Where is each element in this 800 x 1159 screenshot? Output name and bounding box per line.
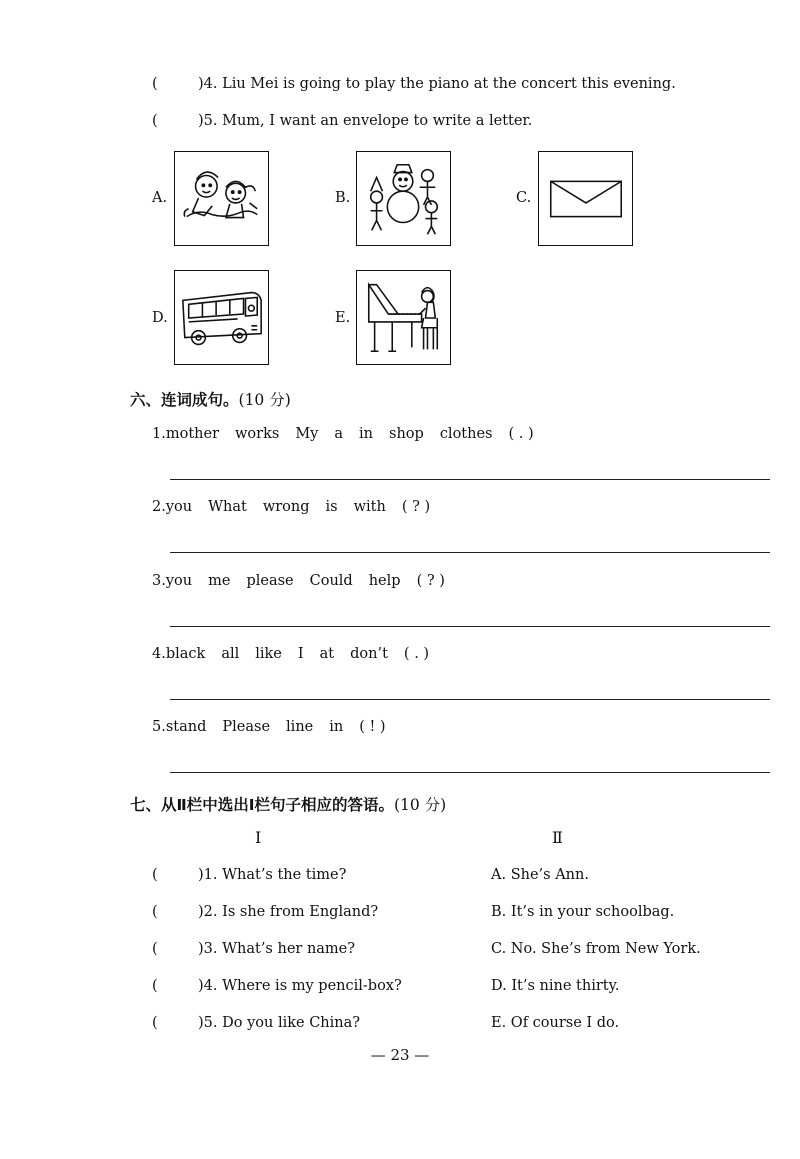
punctuation-hint: ( ? ) <box>416 573 445 589</box>
question-text: Do you like China? <box>222 1015 361 1031</box>
item-number: 5. <box>152 719 166 735</box>
children-playing-in-snow-icon <box>175 152 268 245</box>
word-order-item <box>152 573 461 589</box>
column-one-header: Ⅰ <box>255 828 262 847</box>
word-order-item <box>152 646 445 662</box>
girl-playing-piano-icon <box>357 271 450 364</box>
section-six-heading <box>130 388 291 410</box>
option-label-a: A. <box>152 190 168 206</box>
question-item <box>198 941 355 957</box>
word-order-item <box>152 499 446 515</box>
question-item <box>198 76 676 92</box>
envelope-icon <box>539 152 632 245</box>
question-text: Liu Mei is going to play the piano at the concert this evening. <box>222 76 676 92</box>
word: Could <box>309 573 353 589</box>
word: clothes <box>439 426 493 442</box>
question-text: What’s the time? <box>222 867 347 883</box>
question-number: )5. <box>198 113 218 129</box>
question-number: )3. <box>198 941 218 957</box>
option-picture-d <box>174 270 269 365</box>
section-score: (10 分) <box>393 796 447 814</box>
word: all <box>221 646 240 662</box>
question-text: Mum, I want an envelope to write a letter. <box>222 113 533 129</box>
option-label-c: C. <box>516 190 532 206</box>
question-item <box>198 978 402 994</box>
option-label-d: D. <box>152 310 168 326</box>
word: is <box>325 499 338 515</box>
word: Please <box>222 719 271 735</box>
page-number: — 23 — <box>370 1046 430 1064</box>
answer-paren-open: ( <box>152 76 158 92</box>
word: works <box>235 426 280 442</box>
answer-line[interactable] <box>170 626 770 627</box>
option-picture-e <box>356 270 451 365</box>
option-label-e: E. <box>335 310 351 326</box>
option-picture-a <box>174 151 269 246</box>
word: don’t <box>350 646 388 662</box>
answer-paren-open: ( <box>152 1015 158 1031</box>
answer-option: D. It’s nine thirty. <box>491 978 620 994</box>
word: me <box>208 573 231 589</box>
answer-paren-open: ( <box>152 113 158 129</box>
word: please <box>246 573 294 589</box>
question-number: )5. <box>198 1015 218 1031</box>
item-number: 3. <box>152 573 166 589</box>
option-picture-c <box>538 151 633 246</box>
question-number: )1. <box>198 867 218 883</box>
question-text: Is she from England? <box>222 904 379 920</box>
question-text: Where is my pencil-box? <box>222 978 402 994</box>
word: shop <box>389 426 424 442</box>
section-score: (10 分) <box>238 391 291 409</box>
answer-paren-open: ( <box>152 867 158 883</box>
punctuation-hint: ( ! ) <box>359 719 386 735</box>
punctuation-hint: ( ? ) <box>401 499 431 515</box>
punctuation-hint: ( . ) <box>403 646 430 662</box>
word: in <box>359 426 374 442</box>
answer-line[interactable] <box>170 552 770 553</box>
question-number: )2. <box>198 904 218 920</box>
answer-option: B. It’s in your schoolbag. <box>491 904 675 920</box>
answer-option: A. She’s Ann. <box>491 867 589 883</box>
word: wrong <box>262 499 310 515</box>
word: stand <box>165 719 207 735</box>
column-two-header: Ⅱ <box>552 828 563 847</box>
word: a <box>334 426 344 442</box>
answer-option: C. No. She’s from New York. <box>491 941 701 957</box>
question-item <box>198 113 532 129</box>
answer-line[interactable] <box>170 772 770 773</box>
question-item <box>198 867 346 883</box>
answer-paren-open: ( <box>152 978 158 994</box>
question-number: )4. <box>198 76 218 92</box>
question-text: What’s her name? <box>222 941 356 957</box>
answer-line[interactable] <box>170 479 770 480</box>
option-label-b: B. <box>335 190 351 206</box>
question-item <box>198 1015 360 1031</box>
answer-paren-open: ( <box>152 941 158 957</box>
answer-option: E. Of course I do. <box>491 1015 620 1031</box>
word: What <box>208 499 247 515</box>
punctuation-hint: ( . ) <box>508 426 534 442</box>
word: line <box>286 719 314 735</box>
word: you <box>165 573 193 589</box>
word: mother <box>165 426 220 442</box>
answer-paren-open: ( <box>152 904 158 920</box>
section-title: 七、从Ⅱ栏中选出Ⅰ栏句子相应的答语。 <box>130 796 394 814</box>
word: in <box>329 719 344 735</box>
answer-line[interactable] <box>170 699 770 700</box>
section-seven-heading <box>130 793 446 815</box>
word-order-item <box>152 426 550 442</box>
section-title: 六、连词成句。 <box>130 391 239 409</box>
word: like <box>255 646 282 662</box>
option-picture-b <box>356 151 451 246</box>
word-order-item <box>152 719 402 735</box>
item-number: 4. <box>152 646 166 662</box>
word: at <box>319 646 335 662</box>
word: I <box>297 646 304 662</box>
bus-icon <box>175 271 268 364</box>
word: with <box>353 499 386 515</box>
word: My <box>295 426 319 442</box>
word: black <box>165 646 206 662</box>
children-making-snowman-icon <box>357 152 450 245</box>
item-number: 1. <box>152 426 166 442</box>
question-number: )4. <box>198 978 218 994</box>
question-item <box>198 904 378 920</box>
word: you <box>165 499 193 515</box>
item-number: 2. <box>152 499 166 515</box>
word: help <box>368 573 401 589</box>
